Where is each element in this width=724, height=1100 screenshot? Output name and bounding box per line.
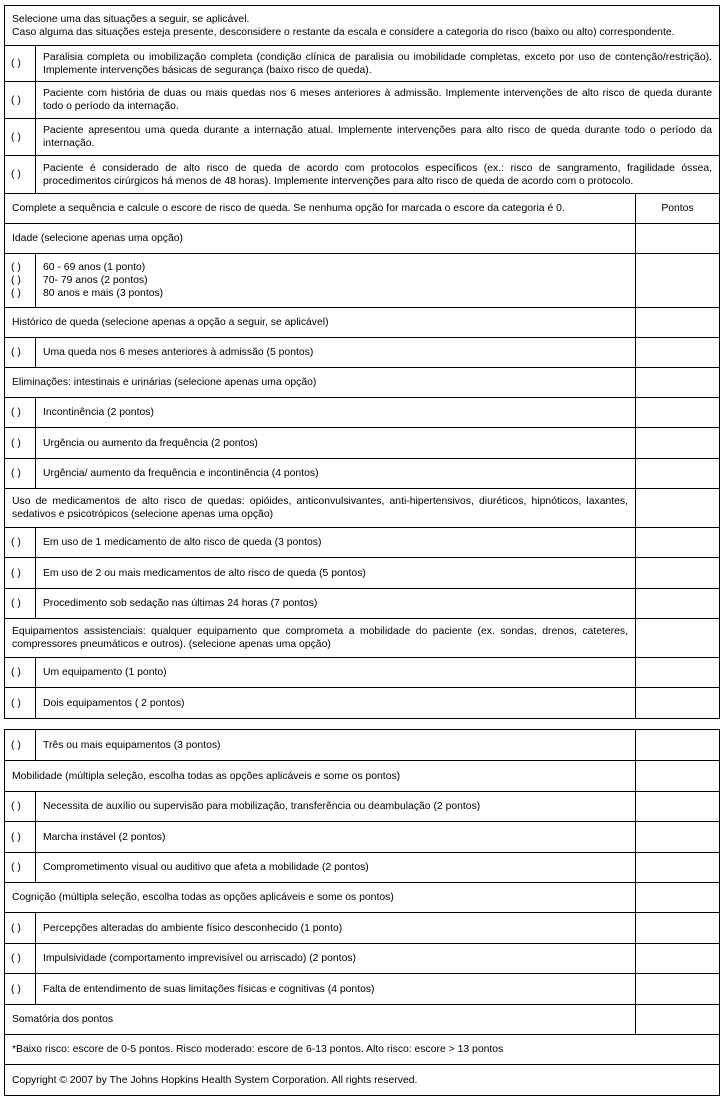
section-title-row <box>5 488 719 527</box>
intro-line-1: Selecione uma das situações a seguir, se aplicável. <box>12 13 250 25</box>
intro-text <box>5 6 719 45</box>
points-cell[interactable] <box>635 761 719 791</box>
situation-row <box>5 118 719 155</box>
checkbox[interactable]: ( ) <box>5 792 36 821</box>
situation-row <box>5 155 719 193</box>
elimination-title: Eliminações: intestinais e urinárias (selecione apenas uma opção) <box>12 377 317 388</box>
situation-text: Paciente é considerado de alto risco de queda de acordo com protocolos específicos (ex.: risco de sangramento, fragilidade óssea, procedimentos cirúrgicos há menos de 48 horas). Implemente intervenções para alto risco de queda de acordo com o protocolo. <box>43 162 712 187</box>
age-options-row <box>5 253 719 307</box>
points-cell[interactable] <box>635 619 719 657</box>
option-label: Procedimento sob sedação nas últimas 24 horas (7 pontos) <box>43 598 318 609</box>
points-cell[interactable] <box>635 792 719 821</box>
checkbox-group <box>5 254 36 307</box>
cognition-title: Cognição (múltipla seleção, escolha todas as opções aplicáveis e some os pontos) <box>12 892 394 903</box>
option-label: 80 anos e mais (3 pontos) <box>43 288 164 299</box>
situation-row <box>5 45 719 81</box>
option-label: Uma queda nos 6 meses anteriores à admissão (5 pontos) <box>43 347 314 358</box>
option-row <box>5 943 719 973</box>
checkbox[interactable]: ( ) <box>5 944 36 973</box>
option-label: Comprometimento visual ou auditivo que afeta a mobilidade (2 pontos) <box>43 862 369 873</box>
checkbox[interactable]: ( ) <box>5 428 36 458</box>
points-cell[interactable] <box>635 688 719 718</box>
points-cell[interactable] <box>635 308 719 337</box>
points-cell[interactable] <box>635 730 719 760</box>
section-title-row <box>5 223 719 253</box>
points-cell[interactable] <box>635 338 719 367</box>
option-row <box>5 687 719 718</box>
fall-risk-table-part-2 <box>4 729 720 1096</box>
option-label: Um equipamento (1 ponto) <box>43 667 167 678</box>
points-cell[interactable] <box>635 913 719 943</box>
checkbox[interactable]: ( ) <box>5 913 36 943</box>
checkbox[interactable]: ( ) <box>11 288 21 299</box>
points-cell[interactable] <box>635 944 719 973</box>
situation-text: Paciente apresentou uma queda durante a internação atual. Implemente intervenções para alto risco de queda durante todo o período da internação. <box>43 125 712 149</box>
option-label: Impulsividade (comportamento imprevisível ou arriscado) (2 pontos) <box>43 953 357 964</box>
copyright-text: Copyright © 2007 by The Johns Hopkins Health System Corporation. All rights reserved. <box>12 1074 418 1086</box>
option-label: Em uso de 1 medicamento de alto risco de queda (3 pontos) <box>43 537 322 548</box>
age-options <box>36 254 635 307</box>
checkbox[interactable]: ( ) <box>5 82 36 118</box>
checkbox[interactable]: ( ) <box>5 730 36 760</box>
option-row <box>5 427 719 458</box>
points-cell[interactable] <box>635 558 719 588</box>
checkbox[interactable]: ( ) <box>5 119 36 155</box>
checkbox[interactable]: ( ) <box>11 275 21 286</box>
risk-footnote: *Baixo risco: escore de 0-5 pontos. Risco moderado: escore de 6-13 pontos. Alto risco: escore > 13 pontos <box>12 1044 504 1055</box>
option-label: Necessita de auxílio ou supervisão para mobilização, transferência ou deambulação (2 pontos) <box>43 801 481 812</box>
points-column-header: Pontos <box>635 194 719 223</box>
checkbox[interactable]: ( ) <box>5 46 36 81</box>
section-title-row <box>5 307 719 337</box>
section-title-row <box>5 618 719 657</box>
fall-history-title: Histórico de queda (selecione apenas a opção a seguir, se aplicável) <box>12 317 329 328</box>
fall-risk-table-part-1 <box>4 5 720 719</box>
option-row <box>5 557 719 588</box>
option-row <box>5 973 719 1004</box>
points-cell[interactable] <box>635 368 719 397</box>
points-cell[interactable] <box>635 489 719 527</box>
option-row <box>5 852 719 882</box>
points-cell[interactable] <box>635 658 719 687</box>
option-label: Percepções alteradas do ambiente físico desconhecido (1 ponto) <box>43 922 343 934</box>
checkbox[interactable]: ( ) <box>5 398 36 427</box>
option-label: Três ou mais equipamentos (3 pontos) <box>43 739 221 751</box>
points-cell[interactable] <box>635 428 719 458</box>
checkbox[interactable]: ( ) <box>5 688 36 718</box>
option-label: 60 - 69 anos (1 ponto) <box>43 262 146 273</box>
intro-line-2: Caso alguma das situações esteja presente, desconsidere o restante da escala e considere a categoria do risco (baixo ou alto) correspondente. <box>12 26 675 38</box>
checkbox[interactable]: ( ) <box>5 658 36 687</box>
option-label: Marcha instável (2 pontos) <box>43 831 166 843</box>
option-label: Urgência ou aumento da frequência (2 pontos) <box>43 437 258 449</box>
score-header-row <box>5 193 719 223</box>
footnote-row <box>5 1034 719 1064</box>
situation-text: Paralisia completa ou imobilização completa (condição clínica de paralisia ou imobilidade completas, exceto por uso de contenção/restrição). Implemente intervenções básicas de segurança (baixo risco de queda). <box>43 51 712 76</box>
option-label: Em uso de 2 ou mais medicamentos de alto risco de queda (5 pontos) <box>43 567 366 579</box>
option-row <box>5 527 719 557</box>
option-row <box>5 337 719 367</box>
checkbox[interactable]: ( ) <box>5 853 36 882</box>
option-row <box>5 791 719 821</box>
total-points-cell[interactable] <box>635 1005 719 1034</box>
option-row <box>5 458 719 488</box>
checkbox[interactable]: ( ) <box>5 589 36 618</box>
option-label: 70- 79 anos (2 pontos) <box>43 275 148 286</box>
option-row <box>5 730 719 760</box>
section-title-row <box>5 367 719 397</box>
option-row <box>5 657 719 687</box>
intro-row <box>5 6 719 45</box>
option-label: Falta de entendimento de suas limitações físicas e cognitivas (4 pontos) <box>43 983 375 995</box>
mobility-title: Mobilidade (múltipla seleção, escolha todas as opções aplicáveis e some os pontos) <box>12 770 401 782</box>
option-label: Urgência/ aumento da frequência e incontinência (4 pontos) <box>43 468 319 479</box>
total-label: Somatória dos pontos <box>12 1014 114 1025</box>
age-title: Idade (selecione apenas uma opção) <box>12 233 183 244</box>
option-row <box>5 397 719 427</box>
checkbox[interactable]: ( ) <box>5 338 36 367</box>
checkbox[interactable]: ( ) <box>5 974 36 1004</box>
checkbox[interactable]: ( ) <box>5 459 36 488</box>
medications-title: Uso de medicamentos de alto risco de quedas: opióides, anticonvulsivantes, anti-hipertensivos, diuréticos, hipnóticos, laxantes, sedativos e psicotrópicos (selecione apenas uma opção) <box>12 496 628 520</box>
equipment-title: Equipamentos assistenciais: qualquer equipamento que comprometa a mobilidade do paciente (ex. sondas, drenos, cateteres, compressores pneumáticos e outros). (selecione apenas uma opção) <box>12 626 628 650</box>
option-label: Incontinência (2 pontos) <box>43 407 154 418</box>
situation-text: Paciente com história de duas ou mais quedas nos 6 meses anteriores à admissão. Implemente intervenções de alto risco de queda durante todo o período da internação. <box>43 88 712 112</box>
situation-row <box>5 81 719 118</box>
option-row <box>5 821 719 852</box>
points-cell[interactable] <box>635 974 719 1004</box>
points-cell[interactable] <box>635 853 719 882</box>
checkbox[interactable]: ( ) <box>11 262 21 273</box>
section-title-row <box>5 760 719 791</box>
checkbox[interactable]: ( ) <box>5 822 36 852</box>
points-cell[interactable] <box>635 459 719 488</box>
score-instruction: Complete a sequência e calcule o escore de risco de queda. Se nenhuma opção for marcada o escore da categoria é 0. <box>12 203 565 214</box>
checkbox[interactable]: ( ) <box>5 156 36 193</box>
checkbox[interactable]: ( ) <box>5 528 36 557</box>
points-cell[interactable] <box>635 224 719 253</box>
points-cell[interactable] <box>635 398 719 427</box>
points-cell[interactable] <box>635 589 719 618</box>
option-label: Dois equipamentos ( 2 pontos) <box>43 697 185 709</box>
points-cell[interactable] <box>635 822 719 852</box>
copyright-row <box>5 1064 719 1095</box>
checkbox[interactable]: ( ) <box>5 558 36 588</box>
points-cell[interactable] <box>635 254 719 307</box>
section-title-row <box>5 882 719 912</box>
total-row <box>5 1004 719 1034</box>
points-cell[interactable] <box>635 528 719 557</box>
points-cell[interactable] <box>635 883 719 912</box>
option-row <box>5 588 719 618</box>
option-row <box>5 912 719 943</box>
